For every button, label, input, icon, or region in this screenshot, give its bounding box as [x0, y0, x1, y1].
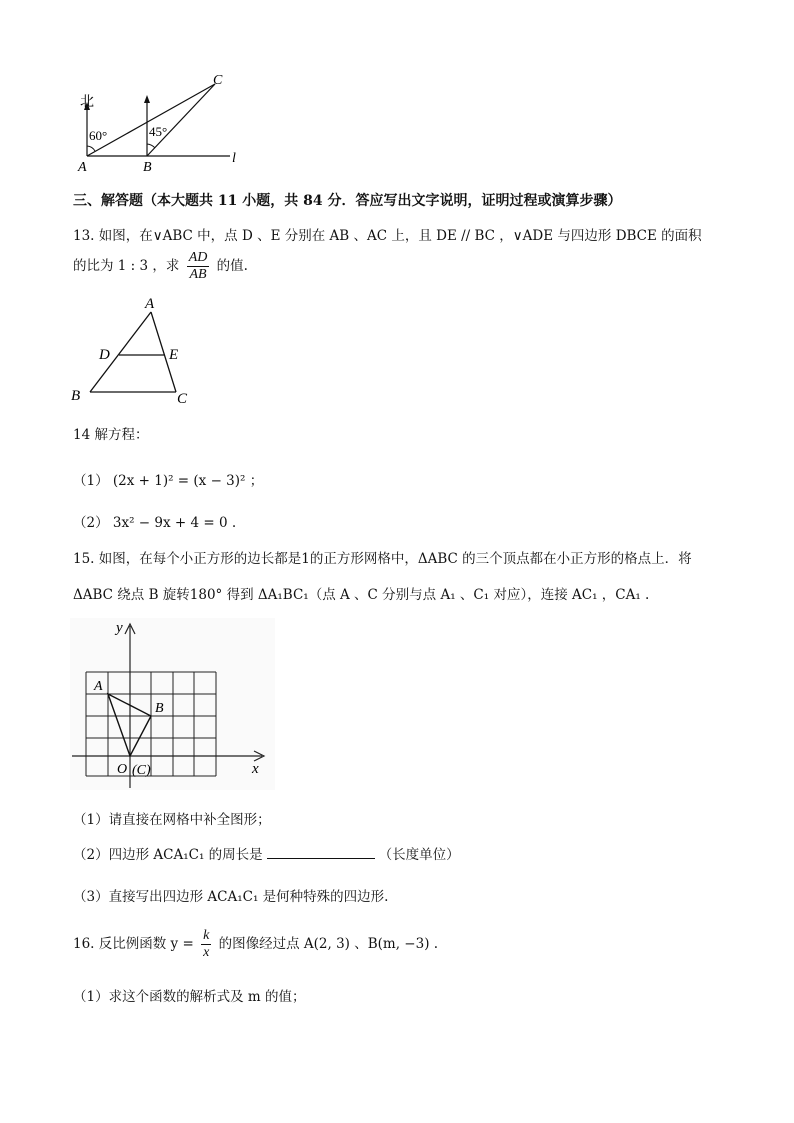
point-a-label: A — [78, 160, 87, 175]
triangle-figure — [66, 292, 196, 410]
q13-line2-post: 的值. — [216, 258, 248, 274]
q16-line-post: 的图像经过点 A(2, 3) 、B(m, −3) . — [218, 936, 439, 952]
q13-fraction — [187, 250, 210, 283]
q16-frac-num: k — [203, 928, 210, 943]
q16-sub1: （1）求这个函数的解析式及 m 的值； — [73, 989, 306, 1005]
q16-frac-den: x — [203, 945, 210, 960]
q15-line2: ΔABC 绕点 B 旋转180° 得到 ΔA₁BC₁（点 A 、C 分别与点 A₁ 、C₁ 对应），连接 AC₁ ，CA₁ . — [73, 587, 650, 603]
q13-frac-num: AD — [188, 250, 208, 265]
q15-sub2-pre: （2）四边形 ACA₁C₁ 的周长是 — [73, 847, 263, 863]
q13-line1: 13. 如图，在∨ABC 中，点 D 、E 分别在 AB 、AC 上，且 DE // BC ，∨ADE 与四边形 DBCE 的面积 — [73, 228, 702, 244]
q14-title: 14 解方程： — [73, 427, 149, 443]
section-heading: 三、解答题（本大题共 11 小题，共 84 分．答应写出文字说明，证明过程或演算步骤） — [73, 193, 622, 209]
grid-c-label: (C) — [132, 763, 151, 778]
grid-o-label: O — [117, 762, 128, 777]
grid-x-label: x — [252, 761, 259, 777]
angle-60-label: 60° — [89, 128, 108, 143]
tri-a-label: A — [145, 296, 155, 312]
tri-b-label: B — [71, 388, 81, 404]
tri-c-label: C — [177, 391, 188, 407]
grid-figure — [70, 618, 275, 790]
q14-part1: （1） (2x + 1)² = (x − 3)² ； — [73, 473, 264, 489]
q13-frac-den: AB — [189, 267, 207, 282]
tri-e-label: E — [169, 347, 179, 363]
q14-part2: （2） 3x² − 9x + 4 = 0 . — [73, 515, 237, 531]
q16-line — [73, 928, 438, 961]
grid-y-label: y — [116, 620, 123, 636]
point-b-label: B — [143, 160, 152, 175]
q15-sub1: （1）请直接在网格中补全图形； — [73, 812, 271, 828]
angle-45-label: 45° — [149, 124, 168, 139]
q16-fraction — [201, 928, 211, 961]
q13-line2-pre: 的比为 1 : 3 ，求 — [73, 258, 180, 274]
north-label: 北 — [80, 95, 94, 110]
q15-sub3: （3）直接写出四边形 ACA₁C₁ 是何种特殊的四边形. — [73, 889, 389, 905]
grid-a-label: A — [94, 679, 103, 694]
q15-sub2 — [73, 843, 460, 863]
line-l-label: l — [232, 151, 236, 166]
tri-d-label: D — [99, 347, 110, 363]
q13-line2 — [73, 250, 248, 283]
grid-b-label: B — [155, 701, 164, 716]
bearing-figure — [70, 70, 255, 175]
point-c-label: C — [213, 73, 223, 88]
answer-blank[interactable] — [267, 846, 375, 859]
q15-line1: 15. 如图，在每个小正方形的边长都是1的正方形网格中，ΔABC 的三个顶点都在小正方形的格点上．将 — [73, 551, 692, 567]
q16-line-pre: 16. 反比例函数 y = — [73, 936, 194, 952]
q15-sub2-post: （长度单位） — [378, 847, 460, 863]
